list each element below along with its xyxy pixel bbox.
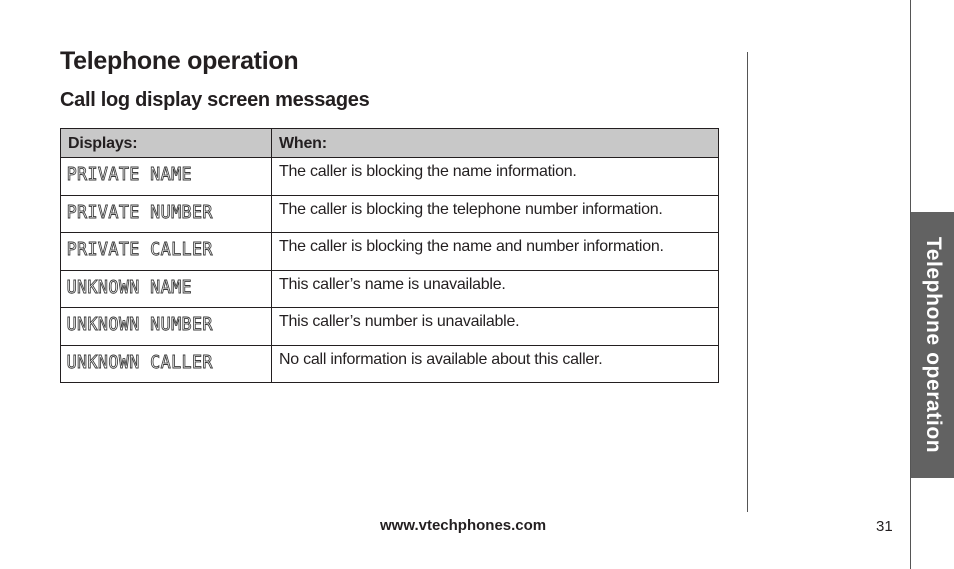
display-cell (61, 308, 272, 346)
display-cell (61, 233, 272, 271)
when-cell (272, 158, 719, 196)
footer-url: www.vtechphones.com (380, 517, 547, 534)
when-cell (272, 345, 719, 383)
when-cell (272, 233, 719, 271)
display-message: PRIVATE NUMBER (66, 201, 213, 223)
display-cell (61, 270, 272, 308)
display-cell (61, 345, 272, 383)
column-header-displays: Displays: (61, 129, 272, 158)
table-row (61, 233, 719, 271)
display-cell (61, 195, 272, 233)
call-log-messages-table (60, 128, 719, 383)
table-row (61, 158, 719, 196)
page-number: 31 (876, 518, 893, 535)
when-description: The caller is blocking the name and number information. (279, 238, 664, 255)
page-title: Telephone operation (60, 47, 299, 75)
content-divider-line (747, 52, 748, 512)
display-message: PRIVATE CALLER (66, 239, 213, 260)
table-header-row (61, 129, 719, 158)
when-description: This caller’s name is unavailable. (279, 275, 506, 293)
when-description: The caller is blocking the telephone number information. (279, 200, 663, 218)
when-description: This caller’s number is unavailable. (279, 313, 520, 330)
display-message: UNKNOWN NAME (66, 276, 192, 298)
display-cell (61, 158, 272, 196)
when-cell (272, 308, 719, 346)
when-cell (272, 270, 719, 308)
when-cell (272, 195, 719, 233)
table-row (61, 345, 719, 383)
table-row (61, 195, 719, 233)
display-message: UNKNOWN CALLER (66, 351, 213, 373)
display-message: UNKNOWN NUMBER (66, 314, 213, 335)
section-title: Call log display screen messages (60, 89, 370, 111)
when-description: No call information is available about this caller. (279, 350, 603, 368)
side-tab-label: Telephone operation (921, 236, 945, 454)
when-description: The caller is blocking the name information. (279, 163, 577, 180)
display-message: PRIVATE NAME (66, 164, 192, 185)
table-row (61, 270, 719, 308)
side-section-tab (911, 212, 954, 478)
table-row (61, 308, 719, 346)
column-header-when: When: (272, 129, 719, 158)
